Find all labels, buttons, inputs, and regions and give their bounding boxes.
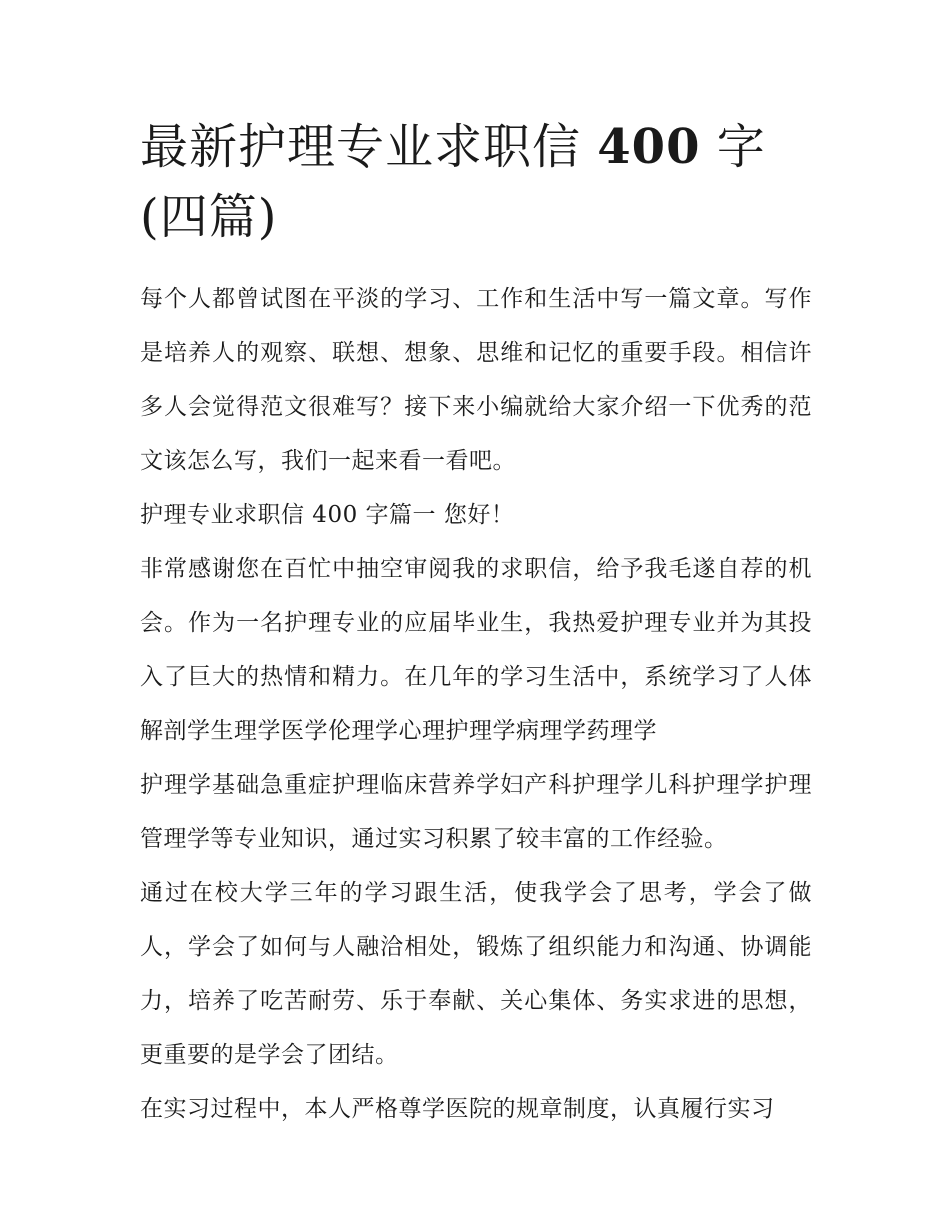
document-body: [140, 272, 812, 1136]
title-text-part2: 字(四篇): [140, 119, 766, 245]
paragraph-section-heading: 护理专业求职信 400 字篇一 您好！: [140, 502, 515, 528]
paragraph-internship: 在实习过程中，本人严格尊学医院的规章制度，认真履行实习: [140, 1096, 775, 1122]
document-page: [140, 112, 812, 1136]
title-text-number: 400: [597, 119, 701, 175]
paragraph-intro: 每个人都曾试图在平淡的学习、工作和生活中写一篇文章。写作是培养人的观察、联想、想象、思维和记忆的重要手段。相信许多人会觉得范文很难写？接下来小编就给大家介绍一下优秀的范文该怎么写，我们一起来看一看吧。: [140, 286, 812, 474]
paragraph-courses: 护理学基础急重症护理临床营养学妇产科护理学儿科护理学护理管理学等专业知识，通过实习积累了较丰富的工作经验。: [140, 772, 812, 852]
paragraph-gratitude: 非常感谢您在百忙中抽空审阅我的求职信，给予我毛遂自荐的机会。作为一名护理专业的应届毕业生，我热爱护理专业并为其投入了巨大的热情和精力。在几年的学习生活中，系统学习了人体解剖学生理学医学伦理学心理护理学病理学药理学: [140, 556, 812, 744]
document-title: [140, 112, 812, 252]
paragraph-campus-life: 通过在校大学三年的学习跟生活，使我学会了思考，学会了做人，学会了如何与人融洽相处，锻炼了组织能力和沟通、协调能力，培养了吃苦耐劳、乐于奉献、关心集体、务实求进的思想，更重要的是学会了团结。: [140, 880, 812, 1068]
title-text-part1: 最新护理专业求职信: [140, 119, 582, 175]
